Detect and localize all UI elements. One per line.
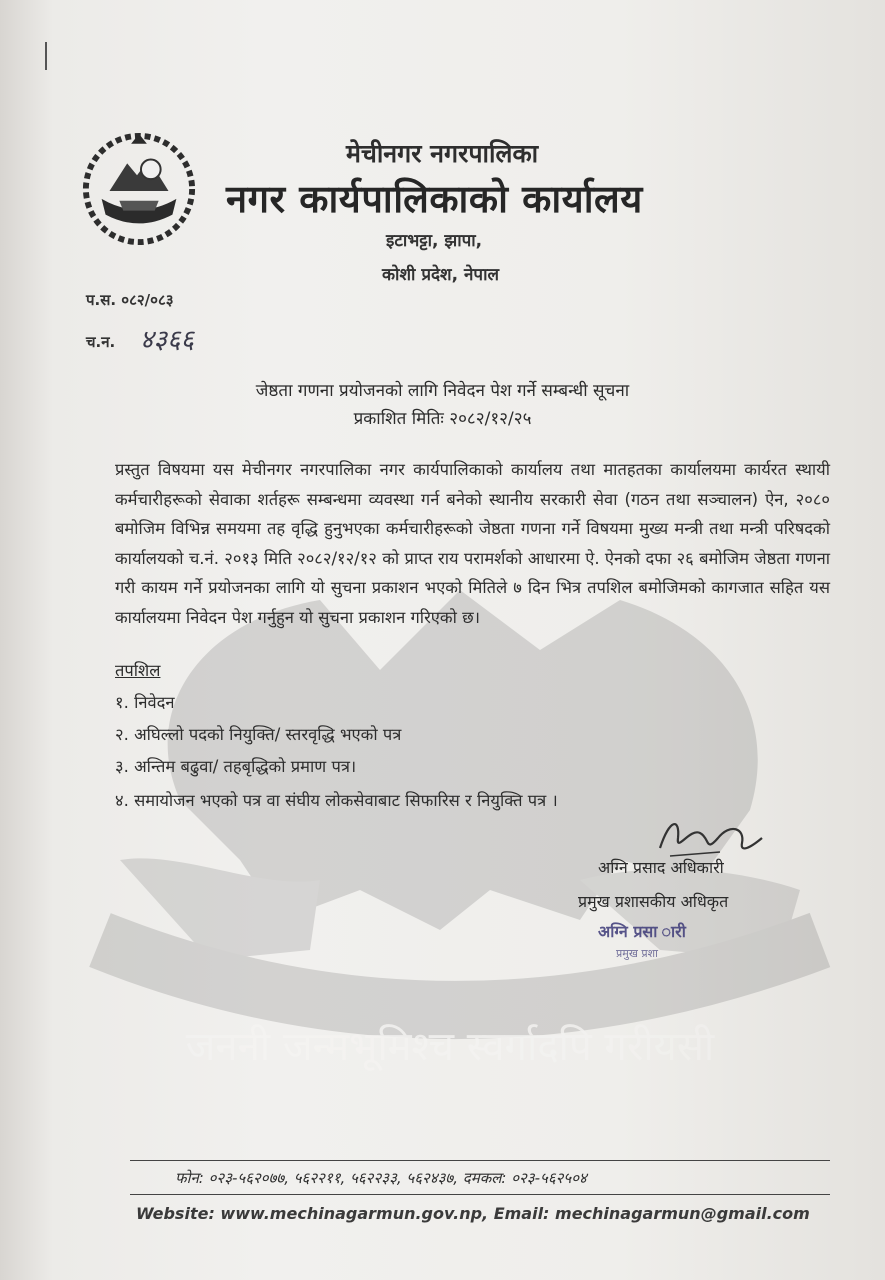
cn-handwritten-value: ४३६६ [140,325,195,355]
municipality-name: मेचीनगर नगरपालिका [346,139,539,168]
list-item: ४. समायोजन भएको पत्र वा संघीय लोकसेवाबाट सिफारिस र नियुक्ति पत्र । [115,791,558,810]
footer-website: Website: www.mechinagarmun.gov.np, Email: mechinagarmun@gmail.com [136,1204,810,1223]
cn-label: च.न. [86,333,116,351]
seal-stamp-name: अग्नि प्रसा ारी [598,922,686,941]
address-line-1: इटाभट्टा, झापा, [386,231,483,251]
address-line-2: कोशी प्रदेश, नेपाल [382,265,499,285]
footer-divider [130,1194,830,1195]
publish-date: प्रकाशित मितिः २०८२/१२/२५ [353,409,532,429]
office-title: नगर कार्यपालिकाको कार्यालय [226,177,643,221]
signatory-name: अग्नि प्रसाद अधिकारी [598,858,724,877]
notice-subject: जेष्ठता गणना प्रयोजनको लागि निवेदन पेश गर्ने सम्बन्धी सूचना [255,381,630,401]
list-item: ३. अन्तिम बढुवा/ तहबृद्धिको प्रमाण पत्र। [115,757,357,776]
signatory-title: प्रमुख प्रशासकीय अधिकृत [578,892,729,911]
tapsil-heading: तपशिल [115,661,161,680]
list-item: २. अघिल्लो पदको नियुक्ति/ स्तरवृद्धि भएको पत्र [115,725,402,744]
nepal-emblem-icon [80,130,198,248]
footer-phones: फोन: ०२३-५६२०७७, ५६२२११, ५६२२३३, ५६२४३७, दमकल: ०२३-५६२५०४ [175,1169,587,1187]
notice-body: प्रस्तुत विषयमा यस मेचीनगर नगरपालिका नगर कार्यपालिकाको कार्यालय तथा मातहतका कार्यालयमा कार्यरत स्थायी कर्मचारीहरूको सेवाका शर्तहरू सम्बन्धमा व्यवस्था गर्न बनेको स्थानीय सरकारी सेवा (गठन तथा सञ्चालन) ऐन, २०८० बमोजिम विभिन्न समयमा तह वृद्धि हुनुभएका कर्मचारीहरूको जेष्ठता गणना गर्ने विषयमा मुख्य मन्त्री तथा मन्त्री परिषदको कार्यालयको च.नं. २०१३ मिति २०८२/१२/१२ को प्राप्त राय परामर्शको आधारमा ऐ. ऐनको दफा २६ बमोजिम जेष्ठता गणना गरी कायम गर्ने प्रयोजनका लागि यो सुचना प्रकाशन भएको मितिले ७ दिन भित्र तपशिल बमोजिमको कागजात सहित यस कार्यालयमा निवेदन पेश गर्नुहुन यो सुचना प्रकाशन गरिएको छ। [115,460,830,627]
footer-divider [130,1160,830,1161]
list-item: १. निवेदन [115,693,175,712]
seal-stamp-subtitle: प्रमुख प्रशा [616,947,658,960]
page-mark [45,42,47,70]
ps-number: प.स. ०८२/०८३ [86,291,174,309]
motto-text: जननी जन्मभूमिश्च स्वर्गादपि गरीयसी [185,1024,715,1070]
